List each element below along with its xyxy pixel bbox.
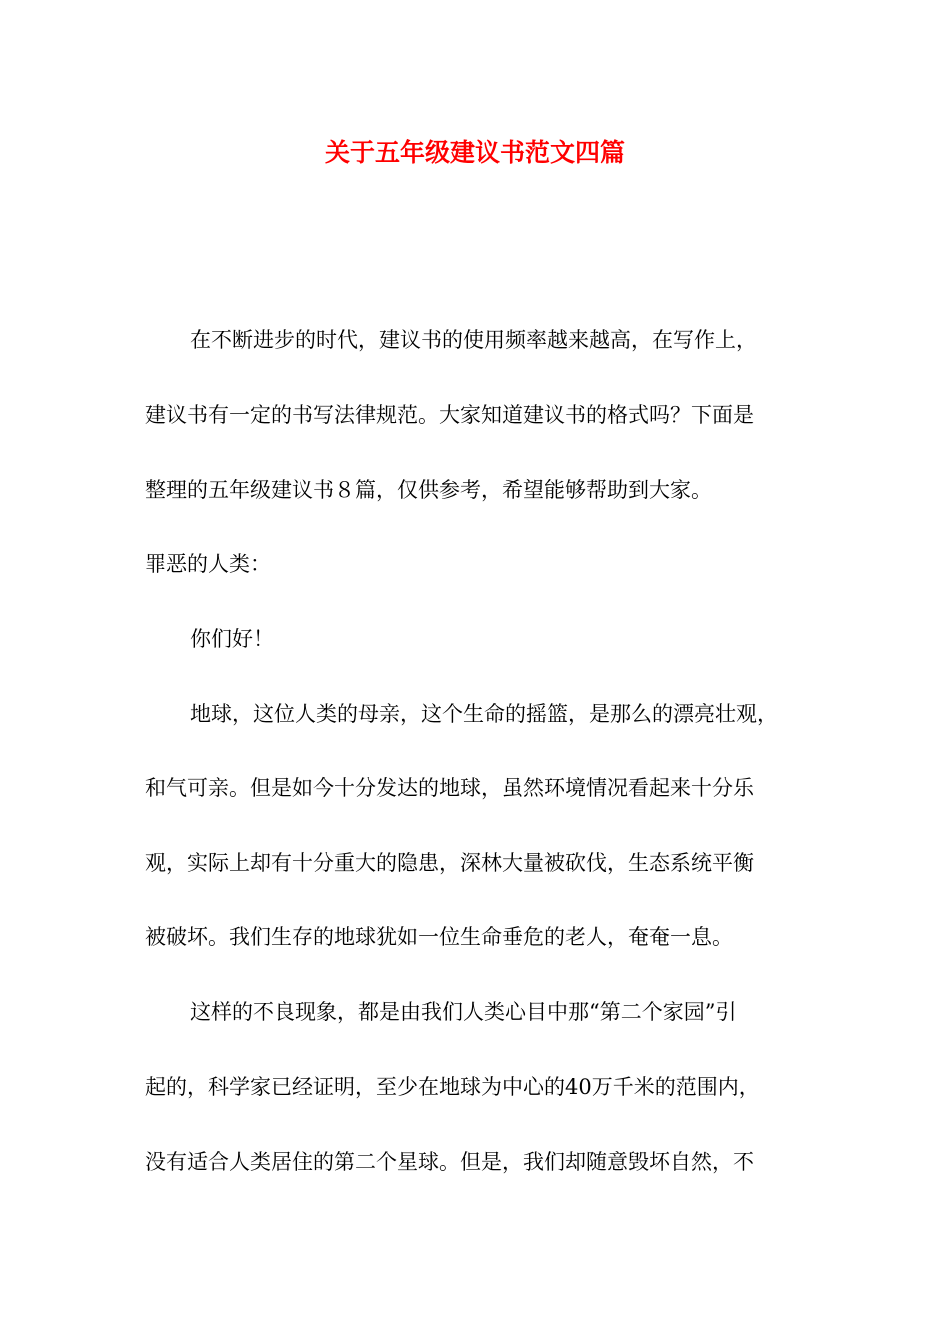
salutation: 罪恶的人类：	[145, 552, 271, 576]
body-line-10: 这样的不良现象，都是由我们人类心目中那“第二个家园”引	[190, 1000, 737, 1024]
body-line-6: 地球，这位人类的母亲，这个生命的摇篮，是那么的漂亮壮观，	[190, 702, 778, 726]
body-line-12: 没有适合人类居住的第二个星球。但是，我们却随意毁坏自然，不	[145, 1150, 754, 1174]
body-line-2: 建议书有一定的书写法律规范。大家知道建议书的格式吗？下面是	[145, 403, 754, 427]
body-line-8: 观，实际上却有十分重大的隐患，深林大量被砍伐，生态系统平衡	[145, 851, 754, 875]
body-line-11: 起的，科学家已经证明，至少在地球为中心的40万千米的范围内，	[145, 1075, 760, 1099]
greeting: 你们好！	[190, 627, 274, 651]
body-line-9: 被破坏。我们生存的地球犹如一位生命垂危的老人，奄奄一息。	[145, 925, 733, 949]
document-title: 关于五年级建议书范文四篇	[324, 138, 625, 167]
body-line-3: 整理的五年级建议书８篇，仅供参考，希望能够帮助到大家。	[145, 478, 712, 502]
body-line-1: 在不断进步的时代，建议书的使用频率越来越高，在写作上，	[190, 328, 757, 352]
body-line-7: 和气可亲。但是如今十分发达的地球，虽然环境情况看起来十分乐	[145, 776, 754, 800]
